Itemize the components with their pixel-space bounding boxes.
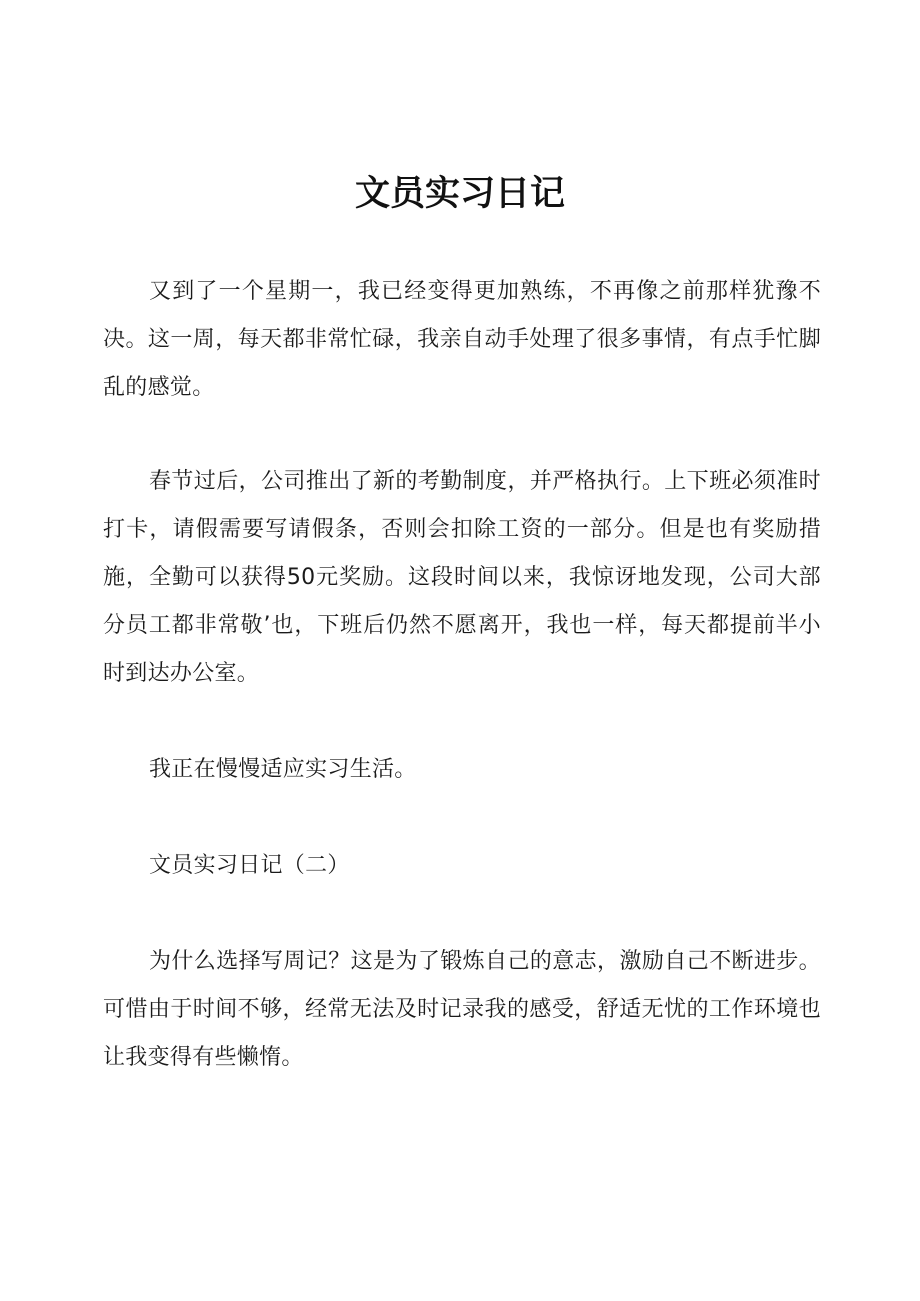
paragraph-3: 我正在慢慢适应实习生活。 — [149, 757, 417, 782]
paragraph-2: 春节过后，公司推出了新的考勤制度，并严格执行。上下班必须准时打卡，请假需要写请假条，否则会扣除工资的一部分。但是也有奖励措施，全勤可以获得50元奖励。这段时间以来，我惊讶地发现，公司大部分员工都非常敬’也，下班后仍然不愿离开，我也一样，每天都提前半小时到达办公室。 — [103, 469, 821, 686]
paragraph-1: 又到了一个星期一，我已经变得更加熟练，不再像之前那样犹豫不决。这一周，每天都非常忙碌，我亲自动手处理了很多事情，有点手忙脚乱的感觉。 — [103, 279, 821, 400]
document-title: 文员实习日记 — [354, 174, 565, 214]
section-heading: 文员实习日记（二） — [149, 853, 350, 878]
paragraph-4: 为什么选择写周记？这是为了锻炼自己的意志，激励自己不断进步。可惜由于时间不够，经常无法及时记录我的感受，舒适无忧的工作环境也让我变得有些懒惰。 — [103, 949, 821, 1070]
